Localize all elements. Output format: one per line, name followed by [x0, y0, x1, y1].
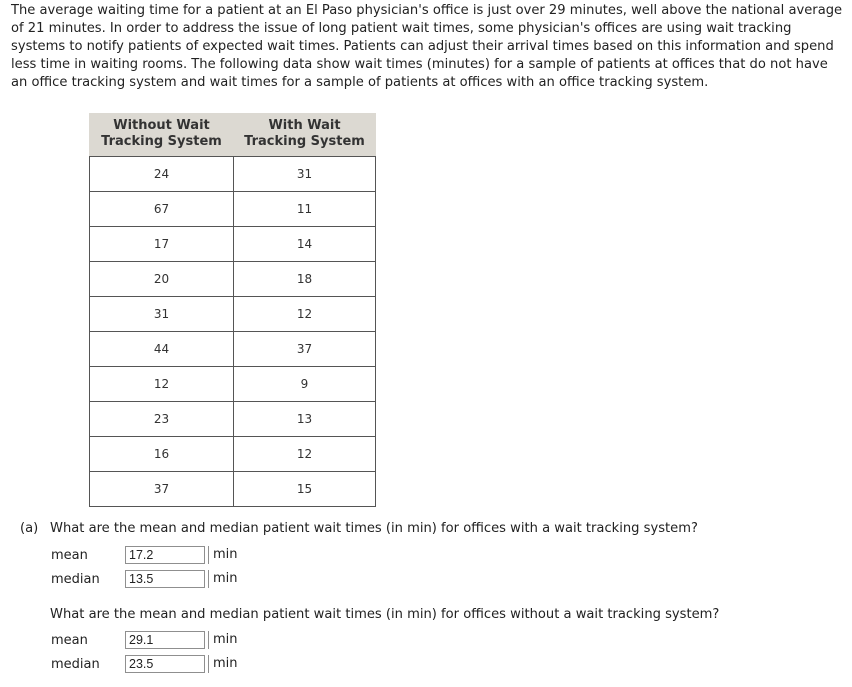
with-cell: 15	[234, 472, 376, 507]
median-label: median	[51, 572, 100, 587]
without-cell: 37	[90, 472, 234, 507]
with-cell: 9	[234, 367, 376, 402]
with-cell: 13	[234, 402, 376, 437]
without-cell: 67	[90, 192, 234, 227]
without-cell: 23	[90, 402, 234, 437]
mean-label: mean	[51, 548, 88, 563]
header-with-tracking	[234, 114, 376, 157]
table-header-row	[90, 114, 376, 157]
without-cell: 16	[90, 437, 234, 472]
table-row	[90, 332, 376, 367]
without-cell: 20	[90, 262, 234, 297]
header-line: With Wait	[268, 118, 341, 133]
unit-label: min	[208, 655, 238, 673]
question-without-tracking: What are the mean and median patient wait times (in min) for offices without a wait tracking system?	[50, 607, 720, 622]
unit-label: min	[208, 631, 238, 649]
with-cell: 12	[234, 437, 376, 472]
question-with-tracking: What are the mean and median patient wait times (in min) for offices with a wait tracking system?	[50, 521, 698, 536]
median-label: median	[51, 657, 100, 672]
with-cell: 37	[234, 332, 376, 367]
table-row	[90, 402, 376, 437]
unit-label: min	[208, 546, 238, 564]
without-cell: 24	[90, 157, 234, 192]
header-line: Without Wait	[113, 118, 210, 133]
table-row	[90, 297, 376, 332]
table-row	[90, 262, 376, 297]
without-cell: 12	[90, 367, 234, 402]
header-line: Tracking System	[244, 134, 365, 149]
with-cell: 14	[234, 227, 376, 262]
with-cell: 12	[234, 297, 376, 332]
table-row	[90, 472, 376, 507]
table-row	[90, 192, 376, 227]
problem-intro: The average waiting time for a patient at an El Paso physician's office is just over 29 minutes, well above the national average of 21 minutes. In order to address the issue of long patient wait times, some physician's offices are using wait tracking systems to notify patients of expected wait times. Patients can adjust their arrival times based on this information and spend less time in waiting rooms. The following data show wait times (minutes) for a sample of patients at offices that do not have an office tracking system and wait times for a sample of patients at offices with an office tracking system.	[11, 3, 843, 90]
with-cell: 31	[234, 157, 376, 192]
header-line: Tracking System	[101, 134, 222, 149]
table-row	[90, 157, 376, 192]
part-a-label: (a)	[20, 521, 39, 536]
with-median-input[interactable]: 13.5	[125, 570, 205, 588]
unit-label: min	[208, 570, 238, 588]
table-row	[90, 227, 376, 262]
with-cell: 11	[234, 192, 376, 227]
without-cell: 44	[90, 332, 234, 367]
header-without-tracking	[90, 114, 234, 157]
mean-label: mean	[51, 633, 88, 648]
without-cell: 31	[90, 297, 234, 332]
with-cell: 18	[234, 262, 376, 297]
table-row	[90, 437, 376, 472]
with-mean-input[interactable]: 17.2	[125, 546, 205, 564]
wait-times-table	[89, 113, 376, 507]
without-cell: 17	[90, 227, 234, 262]
table-row	[90, 367, 376, 402]
without-mean-input[interactable]: 29.1	[125, 631, 205, 649]
without-median-input[interactable]: 23.5	[125, 655, 205, 673]
